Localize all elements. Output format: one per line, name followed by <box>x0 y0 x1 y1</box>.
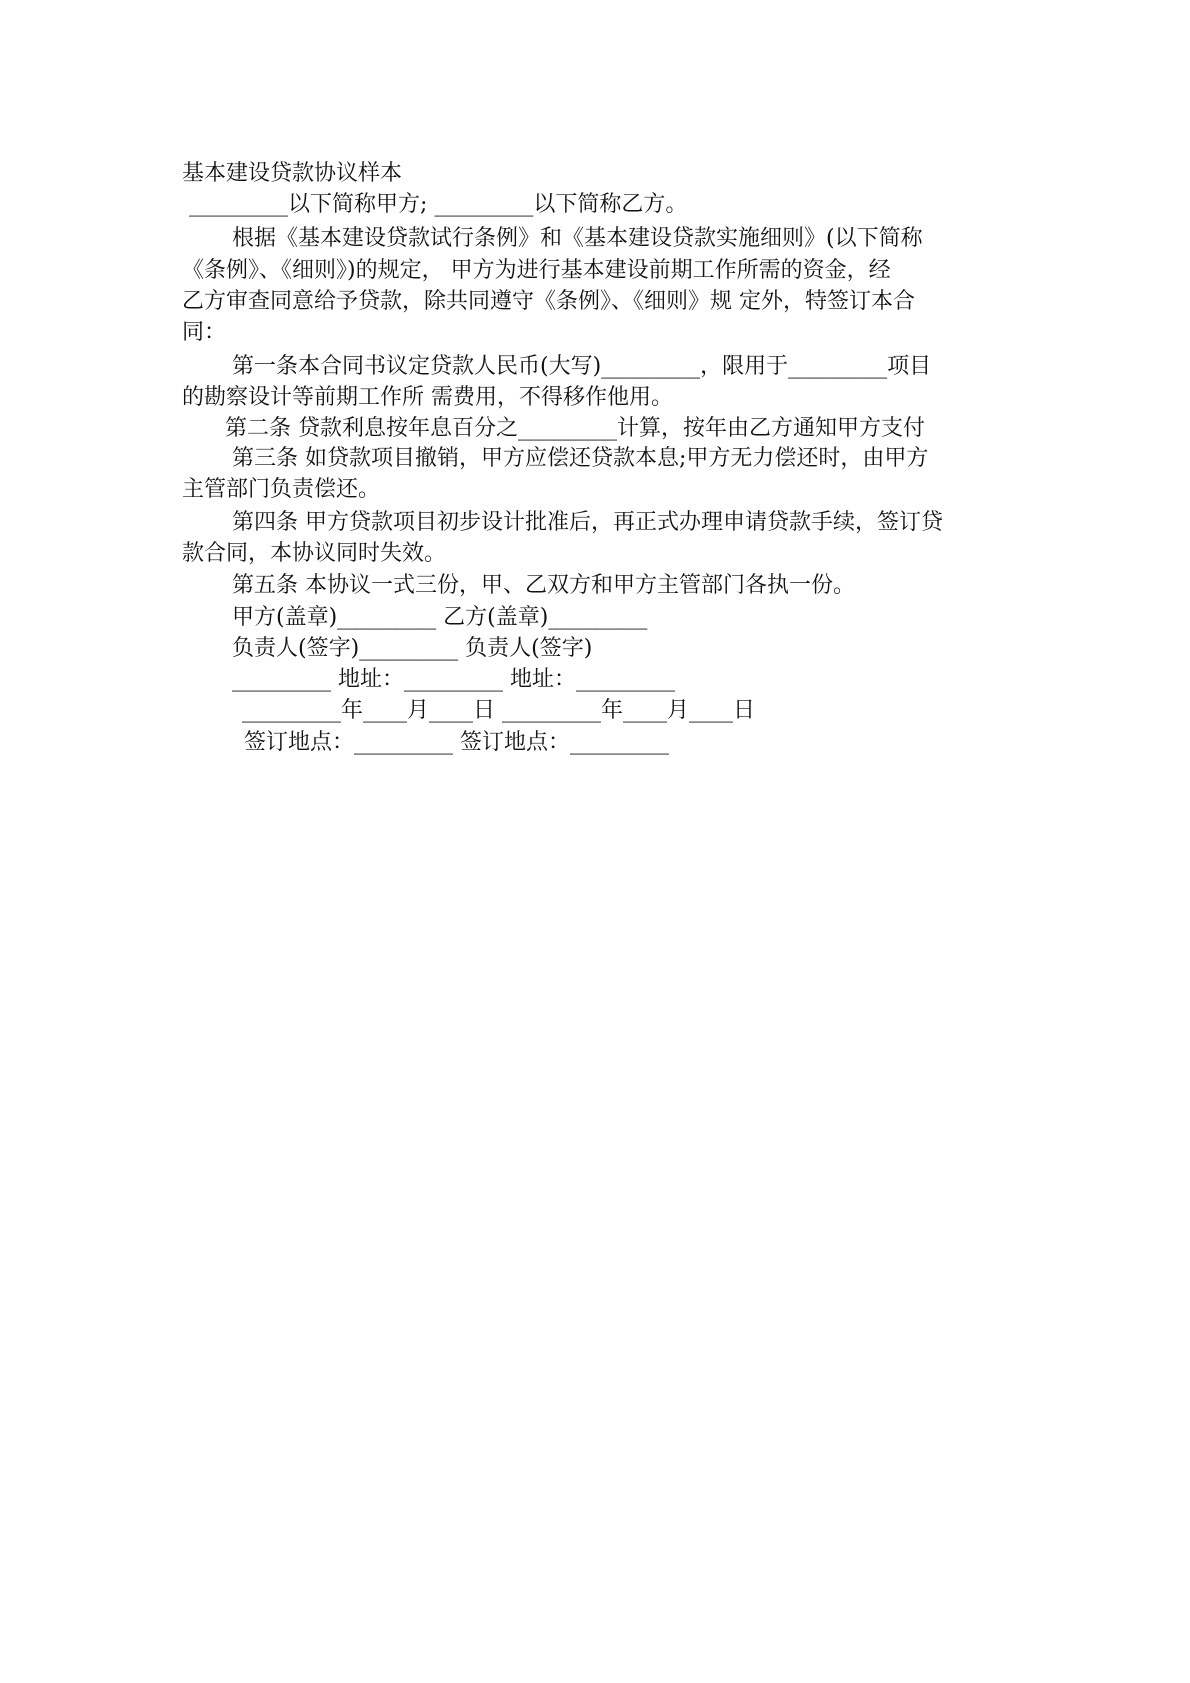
address-line: _________ 地址：_________ 地址：_________ <box>232 667 675 692</box>
party-line: _________以下简称甲方; _________以下简称乙方。 <box>182 192 688 217</box>
paragraph-line: 《条例》、《细则》)的规定， 甲方为进行基本建设前期工作所需的资金，经 <box>182 258 891 283</box>
seal-line: 甲方(盖章)_________ 乙方(盖章)_________ <box>232 605 648 630</box>
paragraph-line: 同： <box>182 320 227 345</box>
article-2-line: 第二条 贷款利息按年息百分之_________计算，按年由乙方通知甲方支付 <box>225 416 925 441</box>
article-1-line: 的勘察设计等前期工作所 需费用，不得移作他用。 <box>182 385 673 410</box>
date-line: _________年____月____日 _________年____月____日 <box>242 698 755 723</box>
article-4-line: 第四条 甲方贷款项目初步设计批准后，再正式办理申请贷款手续，签订贷 <box>232 510 943 535</box>
article-3-line: 第三条 如贷款项目撤销，甲方应偿还贷款本息;甲方无力偿还时，由甲方 <box>232 446 929 471</box>
article-3-line: 主管部门负责偿还。 <box>182 477 381 502</box>
paragraph-line: 根据《基本建设贷款试行条例》和《基本建设贷款实施细则》(以下简称 <box>232 226 923 251</box>
article-1-line: 第一条本合同书议定贷款人民币(大写)_________，限用于_________项目 <box>232 354 932 379</box>
paragraph-line: 乙方审查同意给予贷款，除共同遵守《条例》、《细则》规 定外，特签订本合 <box>182 289 915 314</box>
article-4-line: 款合同，本协议同时失效。 <box>182 541 447 566</box>
article-5-line: 第五条 本协议一式三份，甲、乙双方和甲方主管部门各执一份。 <box>232 573 855 598</box>
signing-place-line: 签订地点：_________ 签订地点：_________ <box>244 730 669 755</box>
document-title: 基本建设贷款协议样本 <box>182 161 403 186</box>
signature-line: 负责人(签字)_________ 负责人(签字) <box>232 636 593 661</box>
